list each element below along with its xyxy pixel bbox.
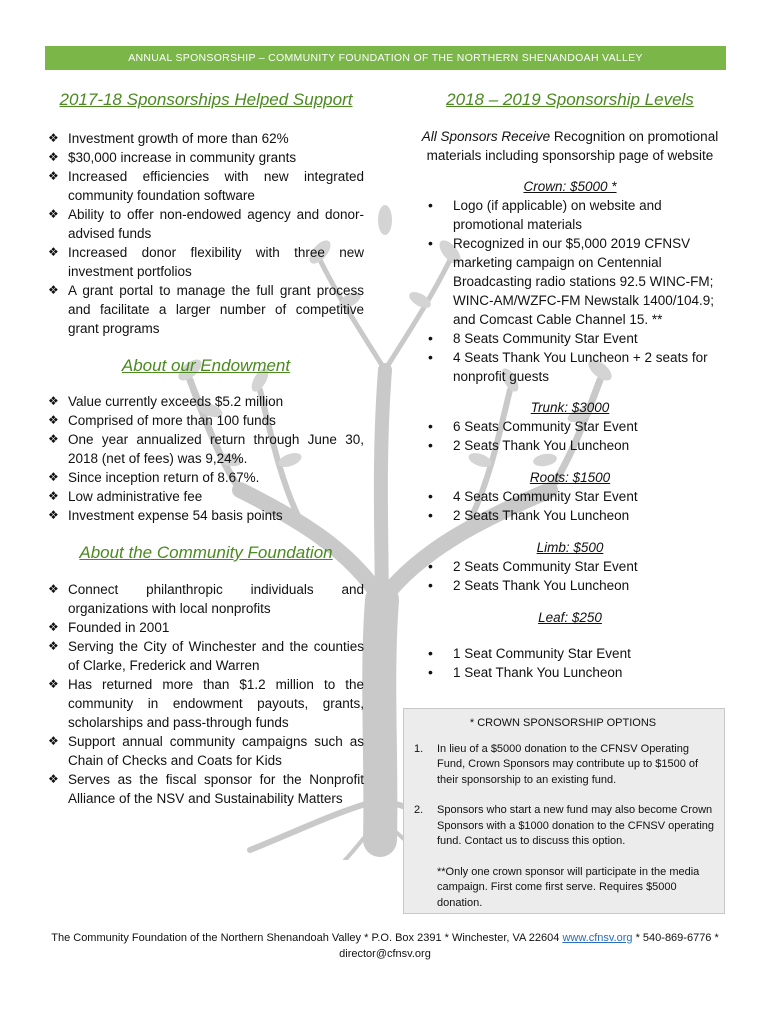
footer-contact: * 540-869-6776 * director@cfnsv.org	[339, 932, 719, 960]
list-item: • 2 Seats Community Star Event	[414, 557, 726, 576]
tier-roots-list	[414, 487, 726, 525]
list-item: ❖ Has returned more than $1.2 million to the community in endowment payouts, grants, scholarships and pass-through funds	[48, 675, 364, 732]
list-item: • Logo (if applicable) on website and promotional materials	[414, 196, 726, 234]
right-column	[414, 88, 726, 682]
list-item: ❖ Increased donor flexibility with three new investment portfolios	[48, 243, 364, 281]
list-item: • 4 Seats Thank You Luncheon + 2 seats for nonprofit guests	[414, 348, 726, 386]
list-item: ❖ Connect philanthropic individuals and organizations with local nonprofits	[48, 580, 364, 618]
endowment-list	[48, 392, 364, 525]
option-text: In lieu of a $5000 donation to the CFNSV Operating Fund, Crown Sponsors may contribute up to $1500 of their sponsorship to an existing fund.	[437, 742, 699, 786]
tier-limb-label: Limb: $500	[536, 540, 604, 555]
tier-leaf-list	[414, 644, 726, 682]
endowment-title: About our Endowment	[121, 356, 291, 375]
list-item: ❖ Founded in 2001	[48, 618, 364, 637]
list-item: • 2 Seats Thank You Luncheon	[414, 576, 726, 595]
helped-support-list	[48, 129, 364, 338]
list-item: ❖ Since inception return of 8.67%.	[48, 468, 364, 487]
tier-limb-list	[414, 557, 726, 595]
list-item: • 2 Seats Thank You Luncheon	[414, 436, 726, 455]
list-item: • 1 Seat Community Star Event	[414, 644, 726, 663]
tier-crown-label: Crown: $5000 *	[523, 179, 617, 194]
list-item: • 8 Seats Community Star Event	[414, 329, 726, 348]
list-item: ❖ Investment growth of more than 62%	[48, 129, 364, 148]
footer	[40, 930, 730, 962]
crown-options-list	[412, 742, 714, 850]
option-number: 1.	[414, 742, 424, 755]
list-item: ❖ Increased efficiencies with new integrated community foundation software	[48, 167, 364, 205]
list-item: ❖ Low administrative fee	[48, 487, 364, 506]
list-item: ❖ Serves as the fiscal sponsor for the Nonprofit Alliance of the NSV and Sustainability Matters	[48, 770, 364, 808]
tier-trunk-label: Trunk: $3000	[530, 400, 610, 415]
header-banner: ANNUAL SPONSORSHIP – COMMUNITY FOUNDATION OF THE NORTHERN SHENANDOAH VALLEY	[45, 46, 726, 70]
crown-options-box	[403, 708, 725, 914]
list-item: ❖ Support annual community campaigns such as Chain of Checks and Coats for Kids	[48, 732, 364, 770]
list-item: ❖ Value currently exceeds $5.2 million	[48, 392, 364, 411]
foundation-list	[48, 580, 364, 808]
tier-leaf-label: Leaf: $250	[538, 610, 602, 625]
list-item: • 1 Seat Thank You Luncheon	[414, 663, 726, 682]
tier-crown-list	[414, 196, 726, 386]
list-item: • 4 Seats Community Star Event	[414, 487, 726, 506]
list-item: • 6 Seats Community Star Event	[414, 417, 726, 436]
crown-options-heading: * CROWN SPONSORSHIP OPTIONS	[469, 717, 657, 729]
list-item: ❖ $30,000 increase in community grants	[48, 148, 364, 167]
sponsorship-levels-title: 2018 – 2019 Sponsorship Levels	[446, 90, 694, 109]
all-sponsors-text	[414, 127, 726, 165]
crown-note: **Only one crown sponsor will participate in the media campaign. First come first serve. Requires $5000 donation.	[437, 865, 700, 909]
list-item: • Recognized in our $5,000 2019 CFNSV marketing campaign on Centennial Broadcasting radio stations 92.5 WINC-FM; WINC-AM/WZFC-FM Newstalk 1400/104.9; and Comcast Cable Channel 15. **	[414, 234, 726, 329]
left-column	[48, 88, 364, 808]
option-number: 2.	[414, 804, 424, 816]
list-item: ❖ Serving the City of Winchester and the counties of Clarke, Frederick and Warren	[48, 637, 364, 675]
foundation-title: About the Community Foundation	[79, 543, 333, 562]
list-item	[412, 742, 714, 789]
list-item: ❖ A grant portal to manage the full grant process and facilitate a larger number of competitive grant programs	[48, 281, 364, 338]
footer-address: The Community Foundation of the Northern Shenandoah Valley * P.O. Box 2391 * Winchester, VA 22604	[51, 932, 563, 944]
helped-support-title: 2017-18 Sponsorships Helped Support	[59, 90, 353, 109]
tier-trunk-list	[414, 417, 726, 455]
list-item: ❖ Comprised of more than 100 funds	[48, 411, 364, 430]
list-item: ❖ Investment expense 54 basis points	[48, 506, 364, 525]
all-sponsors-rest: Recognition on promotional materials including sponsorship page of website	[426, 129, 719, 163]
option-text: Sponsors who start a new fund may also become Crown Sponsors with a $1000 donation to the CFNSV operating fund. Contact us to discuss this option.	[437, 804, 715, 847]
website-link[interactable]: www.cfnsv.org	[562, 932, 633, 944]
tier-roots-label: Roots: $1500	[529, 470, 611, 485]
list-item: ❖ Ability to offer non-endowed agency and donor-advised funds	[48, 205, 364, 243]
list-item: ❖ One year annualized return through June 30, 2018 (net of fees) was 9,24%.	[48, 430, 364, 468]
list-item: • 2 Seats Thank You Luncheon	[414, 506, 726, 525]
list-item	[412, 803, 714, 850]
all-sponsors-emphasis: All Sponsors Receive	[421, 129, 551, 144]
